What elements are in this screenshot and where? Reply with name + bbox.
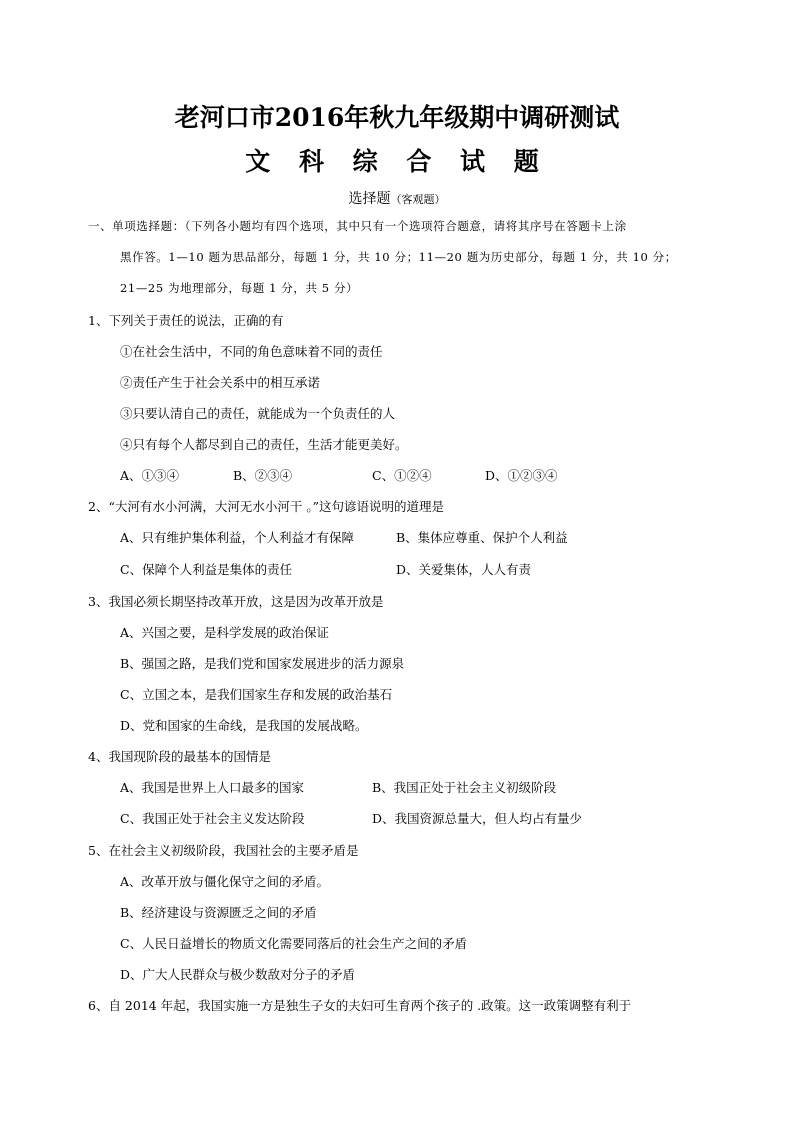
- question-2-option-d: D、关爱集体，人人有责: [396, 562, 532, 577]
- question-5-stem: 5、在社会主义初级阶段，我国社会的主要矛盾是: [88, 843, 359, 858]
- question-2-stem: 2、“大河有水小河满，大河无水小河干 。”这句谚语说明的道理是: [88, 499, 444, 514]
- question-3-option-b: B、强国之路，是我们党和国家发展进步的活力源泉: [120, 656, 405, 671]
- section-label: 选择题: [348, 191, 391, 207]
- question-2-option-b: B、集体应尊重、保护个人利益: [396, 530, 568, 545]
- question-4-option-b: B、我国正处于社会主义初级阶段: [372, 780, 557, 795]
- question-3-option-a: A、兴国之要，是科学发展的政治保证: [120, 625, 330, 640]
- question-4-option-a: A、我国是世界上人口最多的国家: [120, 780, 305, 795]
- question-2-option-c: C、保障个人利益是集体的责任: [120, 562, 293, 577]
- question-3-stem: 3、我国必须长期坚持改革开放，这是因为改革开放是: [88, 594, 384, 609]
- question-1-stem: 1、下列关于责任的说法，正确的有: [88, 313, 284, 328]
- instructions-line-1: 一、单项选择题：（下列各小题均有四个选项，其中只有一个选项符合题意，请将其序号在答题卡上涂: [88, 219, 627, 233]
- section-note: （客观题）: [390, 193, 446, 206]
- question-5-option-c: C、人民日益增长的物质文化需要同落后的社会生产之间的矛盾: [120, 936, 468, 951]
- question-3-option-d: D、党和国家的生命线，是我国的发展战略。: [120, 718, 368, 733]
- question-1-option-d: D、①②③④: [485, 468, 558, 483]
- question-5-option-b: B、经济建设与资源匮乏之间的矛盾: [120, 905, 317, 920]
- exam-title: 老河口市2016年秋九年级期中调研测试: [174, 103, 620, 132]
- question-4-option-d: D、我国资源总量大，但人均占有量少: [372, 811, 583, 826]
- question-1-statement-3: ③只要认清自己的责任，就能成为一个负责任的人: [120, 406, 396, 421]
- question-1-option-c: C、①②④: [372, 468, 432, 483]
- instructions-line-3: 21—25 为地理部分，每题 1 分，共 5 分）: [120, 281, 359, 295]
- question-1-option-b: B、②③④: [233, 468, 293, 483]
- instructions-line-2: 黑作答。1—10 题为思品部分，每题 1 分，共 10 分；11—20 题为历史部分，每题 1 分，共 10 分；: [120, 250, 677, 264]
- question-4-stem: 4、我国现阶段的最基本的国情是: [88, 749, 271, 764]
- question-3-option-c: C、立国之本，是我们国家生存和发展的政治基石: [120, 687, 393, 702]
- question-6-stem: 6、自 2014 年起，我国实施一方是独生子女的夫妇可生育两个孩子的 .政策。这一政策调整有利于: [88, 998, 632, 1013]
- question-5-option-d: D、广大人民群众与极少数敌对分子的矛盾: [120, 967, 356, 982]
- question-4-option-c: C、我国正处于社会主义发达阶段: [120, 811, 305, 826]
- question-1-statement-4: ④只有每个人都尽到自己的责任，生活才能更美好。: [120, 437, 408, 452]
- question-1-option-a: A、①③④: [120, 468, 180, 483]
- question-1-statement-1: ①在社会生活中，不同的角色意味着不同的责任: [120, 344, 383, 359]
- question-5-option-a: A、改革开放与僵化保守之间的矛盾。: [120, 874, 330, 889]
- question-2-option-a: A、只有维护集体利益，个人利益才有保障: [120, 530, 355, 545]
- section-heading: [0, 188, 794, 208]
- exam-subtitle: 文 科 综 合 试 题: [245, 147, 549, 176]
- question-1-statement-2: ②责任产生于社会关系中的相互承诺: [120, 375, 321, 390]
